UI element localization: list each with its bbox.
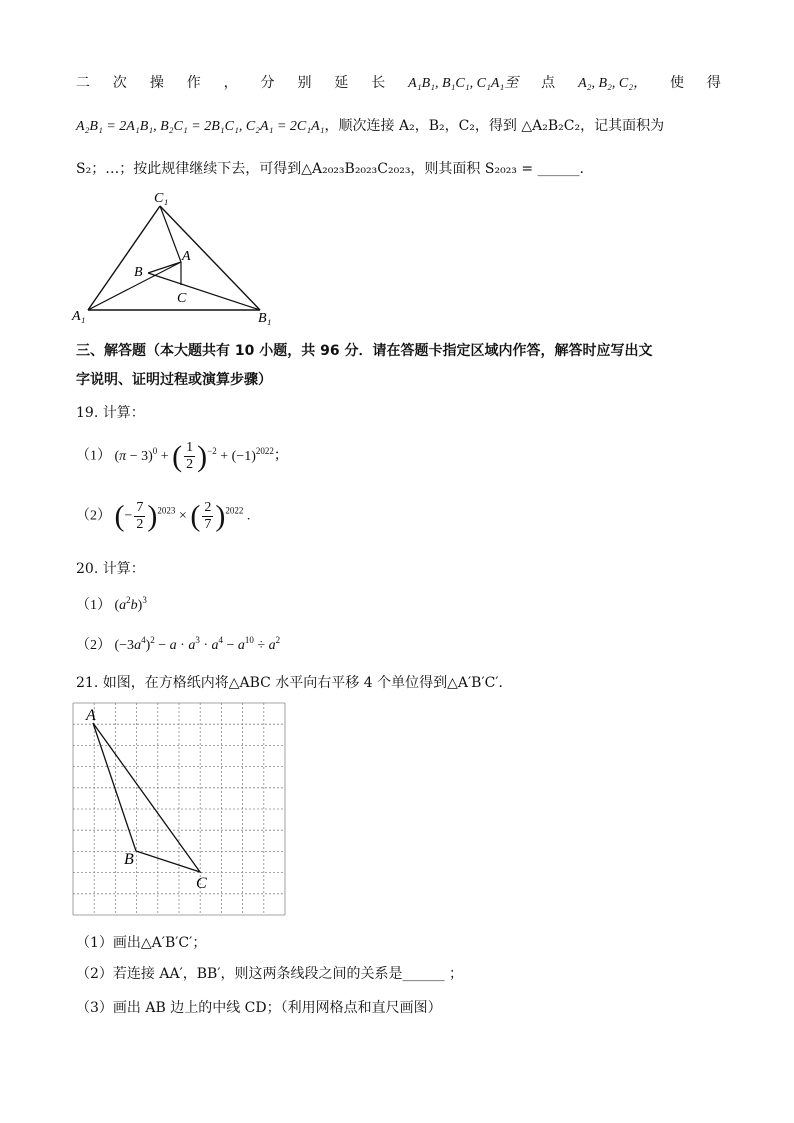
- grid-label-a: A: [86, 707, 96, 724]
- intro-char: 别: [297, 75, 312, 91]
- q21-stem: 21. 如图，在方格纸内将△ABC 水平向右平移 4 个单位得到△A′B′C′．: [76, 675, 513, 691]
- edge-bb1: [148, 273, 260, 310]
- intro-char: 作: [186, 75, 201, 91]
- label-a: A: [182, 249, 191, 264]
- intro-condition: A₂B₁ = 2A₁B₁, B₂C₁ = 2B₁C₁, C₂A₁ = 2C₁A₁: [76, 119, 325, 134]
- part-label: （2）: [76, 508, 111, 524]
- intro-char: 点: [541, 75, 556, 91]
- intro-line-1: [76, 72, 721, 92]
- intro-text: ，顺次连接 A₂，B₂，C₂，得到 △A₂B₂C₂，记其面积为: [324, 118, 665, 134]
- intro-char: 延: [334, 75, 349, 91]
- edge-c1b1: [160, 206, 260, 310]
- label-c: C: [177, 291, 187, 306]
- q20-part-1: （1） $(a^2b)^3$: [76, 595, 147, 613]
- intro-char: 次: [112, 75, 127, 91]
- intro-line-3: S₂；…；按此规律继续下去，可得到△A₂₀₂₃B₂₀₂₃C₂₀₂₃，则其面积 S₂₀₂₃ = ______.: [76, 161, 584, 177]
- edge-ba: [148, 262, 181, 273]
- edge-c1a: [160, 206, 181, 262]
- section-3-title: 三、解答题（本大题共有 10 小题，共 96 分．请在答题卡指定区域内作答，解答时应写出文: [76, 343, 653, 359]
- q19-part-2: （2） (− $\frac{7}{2}$ )$^{2023}$ × ( $\frac{2}{7}$ )$^{2022}$ .: [76, 499, 251, 533]
- q20-part-2: （2） $(-3a^4)^2 - a \cdot a^3 \cdot a^4 - a^{10} \div a^2$: [76, 635, 281, 653]
- q21-part-1: （1）画出△A′B′C′；: [76, 935, 207, 951]
- q21-part-3: （3）画出 AB 边上的中线 CD；（利用网格点和直尺画图）: [76, 1000, 442, 1016]
- label-a1: A₁: [72, 309, 86, 324]
- label-b1: B₁: [258, 311, 272, 326]
- part-label: （1）: [76, 448, 111, 464]
- intro-char: 分: [260, 75, 275, 91]
- q21-part-2: （2）若连接 AA′，BB′，则这两条线段之间的关系是______ ；: [76, 966, 463, 982]
- grid-figure: [72, 702, 288, 918]
- intro-char: 使: [670, 75, 685, 91]
- intro-line-2: [76, 115, 664, 135]
- section-3-title-cont: 字说明、证明过程或演算步骤）: [76, 372, 272, 388]
- q19-number: 19. 计算：: [76, 405, 145, 421]
- label-c1: C₁: [154, 191, 169, 206]
- intro-char: 长: [371, 75, 386, 91]
- grid-label-b: B: [124, 851, 134, 868]
- intro-char: 操: [149, 75, 164, 91]
- label-b: B: [134, 265, 143, 280]
- intro-char: 二: [76, 75, 90, 91]
- part-label: （1）: [76, 598, 111, 613]
- intro-char: ，: [223, 75, 238, 91]
- part-label: （2）: [76, 638, 111, 653]
- intro-points: A₂, B₂, C₂，: [578, 76, 648, 91]
- grid-label-c: C: [196, 875, 207, 892]
- grid-lines: [73, 703, 285, 915]
- q19-part-1: （1） $(\pi - 3)^0$ + ( $\frac{1}{2}$ )$^{-2} + (-1)^{2022}$；: [76, 439, 288, 473]
- intro-char: 得: [706, 75, 721, 91]
- q20-number: 20. 计算：: [76, 561, 145, 577]
- edge-a1c1: [88, 206, 160, 310]
- triangle-figure: [70, 190, 280, 330]
- intro-segments: A₁B₁, B₁C₁, C₁A₁至: [408, 76, 519, 91]
